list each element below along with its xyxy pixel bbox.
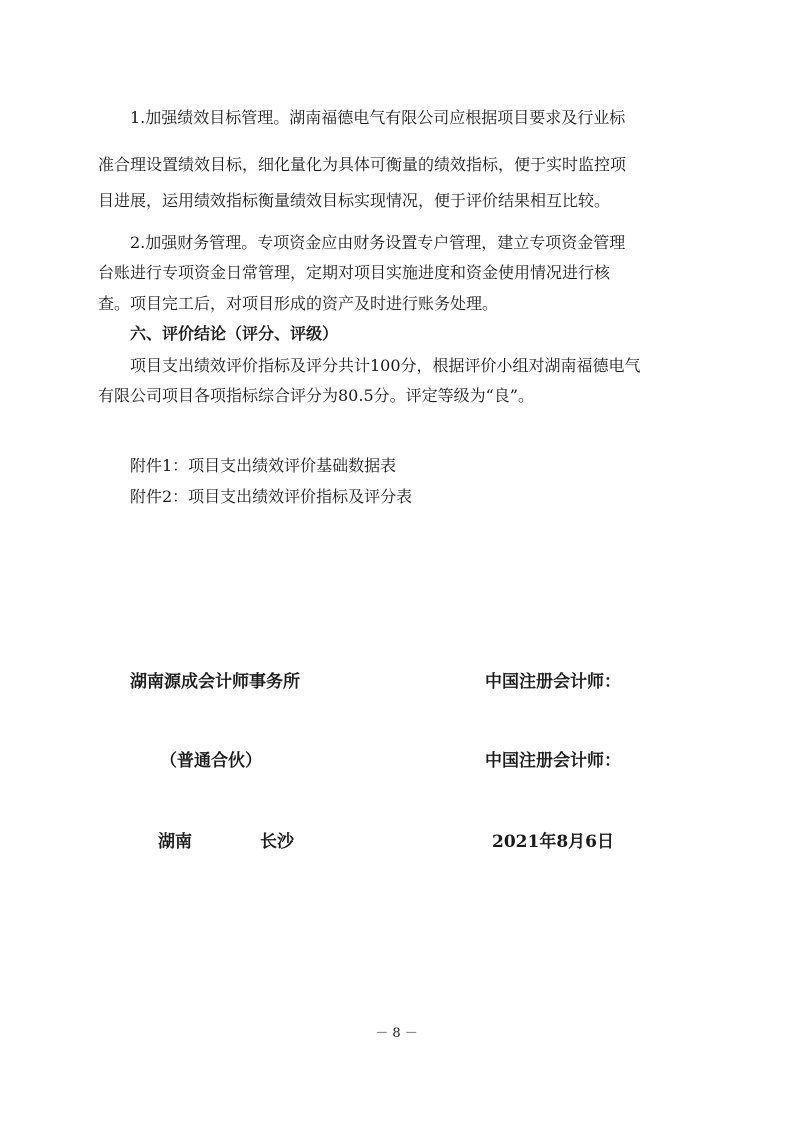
cpa-signature-label-2: 中国注册会计师： [485, 751, 621, 771]
section-heading: 六、评价结论（评分、评级） [130, 324, 339, 343]
page-number: － 8 － [375, 1026, 418, 1041]
attachment-2: 附件2：项目支出绩效评价指标及评分表 [130, 487, 413, 506]
paragraph-performance-line-1: 1.加强绩效目标管理。湖南福德电气有限公司应根据项目要求及行业标 [130, 108, 626, 127]
paragraph-finance-line-1: 2.加强财务管理。专项资金应由财务设置专户管理，建立专项资金管理 [130, 233, 626, 252]
paragraph-conclusion-line-2: 有限公司项目各项指标综合评分为80.5分。评定等级为“良”。 [98, 386, 534, 405]
cpa-signature-label-1: 中国注册会计师： [485, 672, 621, 692]
report-date: 2021年8月6日 [492, 832, 614, 852]
location-city: 长沙 [260, 832, 294, 852]
paragraph-performance-line-3: 目进展，运用绩效指标衡量绩效目标实现情况，便于评价结果相互比较。 [98, 191, 611, 210]
paragraph-finance-line-2: 台账进行专项资金日常管理，定期对项目实施进度和资金使用情况进行核 [98, 263, 611, 282]
location-province: 湖南 [158, 832, 192, 852]
paragraph-performance-line-2: 准合理设置绩效目标，细化量化为具体可衡量的绩效指标，便于实时监控项 [98, 155, 627, 174]
firm-name: 湖南源成会计师事务所 [130, 672, 300, 692]
attachment-1: 附件1：项目支出绩效评价基础数据表 [130, 456, 397, 475]
paragraph-finance-line-3: 查。项目完工后，对项目形成的资产及时进行账务处理。 [98, 294, 499, 313]
paragraph-conclusion-line-1: 项目支出绩效评价指标及评分共计100分，根据评价小组对湖南福德电气 [130, 356, 641, 375]
firm-type: （普通合伙） [160, 751, 262, 771]
